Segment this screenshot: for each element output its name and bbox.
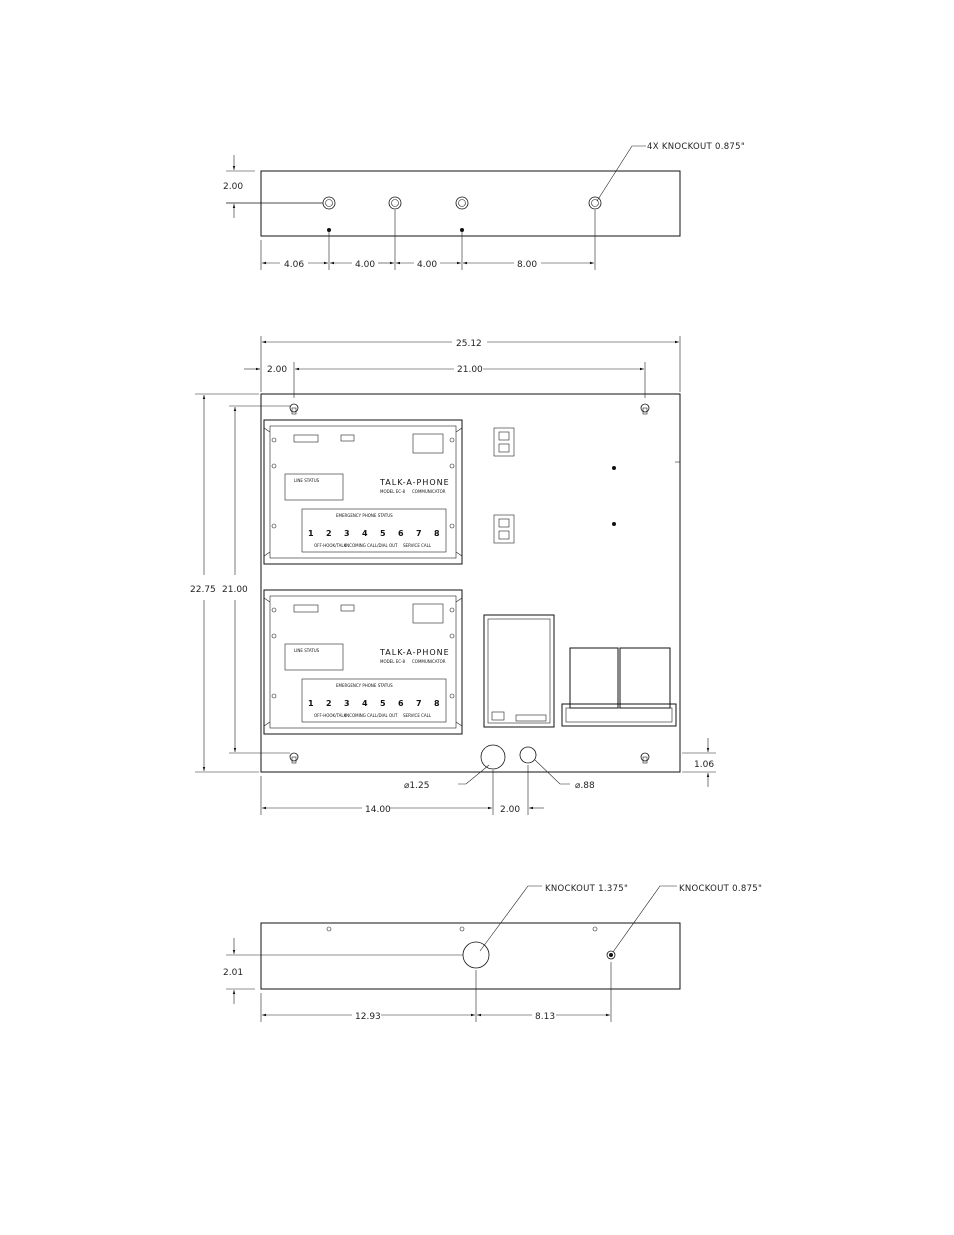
bottom-large-knockout [463,942,489,968]
top-knockout-callout: 4X KNOCKOUT 0.875" [647,142,746,152]
communicator-panel [264,420,462,564]
mount-height-dim: 21.00 [222,585,248,595]
panel-switch [294,605,318,612]
mount-spacing-dim: 21.00 [457,365,483,375]
status-footer: SERVICE CALL [403,713,432,718]
small-knockout-callout: KNOCKOUT 0.875" [679,884,763,894]
overall-width-dim: 25.12 [456,339,482,349]
channel-number: 2 [326,529,332,538]
callout-leader [458,765,489,784]
bottom-view [223,884,762,1022]
panel-power-box [413,434,443,453]
panel-screw [450,634,454,638]
screw-hole [327,927,331,931]
top-knockout [323,197,335,209]
left-offset-dim: 2.00 [267,365,288,375]
status-footer: OFF-HOOK/TALK [314,713,347,718]
status-title: EMERGENCY PHONE STATUS [336,683,393,688]
bottom-view-outline [261,923,680,989]
keyhole-mount [641,404,649,414]
screw-hole [593,927,597,931]
large-hole-dia: 1.25 [409,781,430,791]
panel-screw [450,694,454,698]
top-spacing-dim: 4.00 [355,260,376,270]
dim-2: 2.00 [500,805,521,815]
screw-hole [460,228,464,232]
power-supply [484,615,554,727]
dim-14: 14.00 [365,805,391,815]
channel-number: 4 [362,699,368,708]
large-knockout-callout: KNOCKOUT 1.375" [545,884,629,894]
panel-switch [294,435,318,442]
channel-row [308,699,440,708]
line-status-label: LINE STATUS [294,648,320,653]
callout-leader [597,146,646,201]
panel-switch [341,605,354,611]
panel-screw [450,438,454,442]
small-hole [520,747,536,763]
status-title: EMERGENCY PHONE STATUS [336,513,393,518]
model-label: MODEL EC-8 [380,659,406,664]
panel-screw [450,524,454,528]
large-hole [481,745,505,769]
panel-screw [272,464,276,468]
screw-hole [327,228,331,232]
channel-number: 6 [398,699,404,708]
channel-number: 1 [308,529,314,538]
brand-label: TALK-A-PHONE [380,648,450,657]
channel-number: 3 [344,529,350,538]
model-label: MODEL EC-8 [380,489,406,494]
panel-power-box [413,604,443,623]
channel-number: 3 [344,699,350,708]
keyhole-mount [290,404,298,414]
top-spacing-dim: 4.06 [284,260,305,270]
bottom-height-dim: 2.01 [223,968,244,978]
small-hole-dia: .88 [580,781,595,791]
top-knockout [456,197,468,209]
panel-screw [450,464,454,468]
top-height-dim: 2.00 [223,182,244,192]
top-spacing-dim: 8.00 [517,260,538,270]
panel-screw [450,608,454,612]
channel-number: 4 [362,529,368,538]
dim-left: 12.93 [355,1012,381,1022]
channel-number: 8 [434,529,440,538]
model-suffix: COMMUNICATOR [412,489,446,494]
channel-number: 8 [434,699,440,708]
keyhole-mount [641,753,649,763]
panel-switch [341,435,354,441]
channel-number: 5 [380,699,386,708]
keyhole-mount [290,753,298,763]
callout-leader [480,886,542,951]
channel-number: 1 [308,699,314,708]
panel-screw [272,634,276,638]
channel-row [308,529,440,538]
brand-label: TALK-A-PHONE [380,478,450,487]
channel-number: 2 [326,699,332,708]
top-view-outline [261,171,680,236]
screw-hole [460,927,464,931]
panel-screw [272,438,276,442]
large-hole-callout: ⌀1.25 [404,781,430,791]
front-view [190,336,716,815]
top-knockout [389,197,401,209]
top-view [223,142,745,270]
channel-number: 6 [398,529,404,538]
top-spacing-dim: 4.00 [417,260,438,270]
stud [612,522,616,526]
panel-screw [272,524,276,528]
battery-pack [562,648,676,726]
top-knockout [589,197,601,209]
panel-screw [272,694,276,698]
dim-right: 8.13 [535,1012,556,1022]
overall-height-dim: 22.75 [190,585,216,595]
channel-number: 7 [416,529,422,538]
small-hole-callout: ⌀.88 [575,781,595,791]
callout-leader [613,886,677,952]
channel-number: 7 [416,699,422,708]
status-footer: SERVICE CALL [403,543,432,548]
communicator-panel [264,590,462,734]
line-status-label: LINE STATUS [294,478,320,483]
status-footer: INCOMING CALL/DIAL OUT [345,713,398,718]
relay-module [494,428,514,456]
model-suffix: COMMUNICATOR [412,659,446,664]
bottom-offset-dim: 1.06 [694,760,715,770]
stud [612,466,616,470]
bottom-small-knockout-center [609,953,613,957]
status-footer: INCOMING CALL/DIAL OUT [345,543,398,548]
channel-number: 5 [380,529,386,538]
relay-module [494,515,514,543]
panel-screw [272,608,276,612]
status-footer: OFF-HOOK/TALK [314,543,347,548]
